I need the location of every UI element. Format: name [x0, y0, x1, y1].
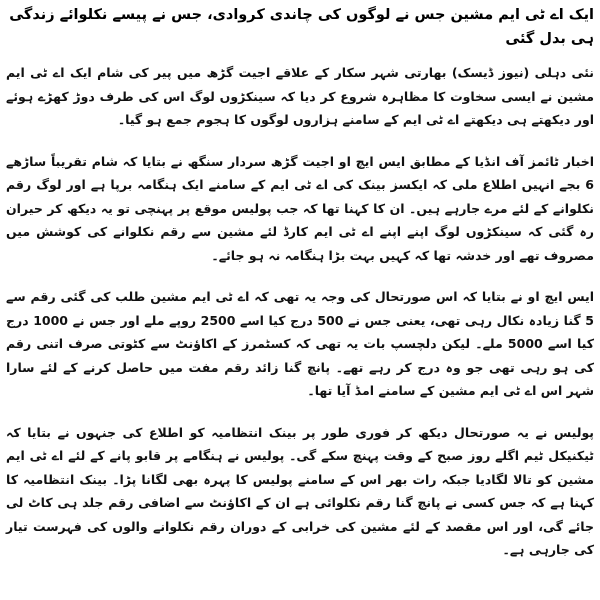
- article-paragraph-3: ایس ایچ او نے بتایا کہ اس صورتحال کی وجہ یہ تھی کہ اے ٹی ایم مشین طلب کی گئی رقم سے 5 گنا زیادہ نکال رہی تھی، یعنی جس نے 500 درج کیا اسے 2500 روپے ملے اور جس نے 1000 درج کیا اسے 5000 ملے۔ لیکن دلچسپ بات یہ تھی کہ کسٹمرز کے اکاؤنٹ سے کٹوتی صرف اتنی رقم کی ہو رہی تھی جو وہ درج کر رہے تھے۔ پانچ گنا زائد رقم مفت میں حاصل کرنے کے لئے سارا شہر اس اے ٹی ایم مشین کے سامنے امڈ آیا تھا۔: [6, 289, 595, 398]
- article-paragraph-1: نئی دہلی (نیوز ڈیسک) بھارتی شہر سکار کے علاقے اجیت گڑھ میں پیر کی شام ایک اے ٹی ایم مشین نے ایسی سخاوت کا مظاہرہ شروع کر دیا کہ سینکڑوں لوگ اس کی طرف دوڑ کھڑے ہوئے اور دیکھتے ہی دیکھتے اے ٹی ایم کے سامنے ہزاروں لوگوں کا ہجوم جمع ہو گیا۔: [6, 65, 594, 127]
- article-paragraph-4: پولیس نے یہ صورتحال دیکھ کر فوری طور پر بینک انتظامیہ کو اطلاع کی جنہوں نے بتایا کہ ٹیکنیکل ٹیم اگلے روز صبح کے وقت پہنچ سکے گی۔ پولیس نے ہنگامے پر قابو پانے کے لئے اے ٹی ایم مشین کو تالا لگادیا جبکہ رات بھر اس کے سامنے پولیس کا پہرہ بھی لگانا پڑا۔ بینک انتظامیہ کا کہنا ہے کہ جس کسی نے پانچ گنا رقم نکلوائی ہے ان کے اکاؤنٹ سے اضافی رقم جلد ہی کاٹ لی جائے گی، اور اس مقصد کے لئے مشین کی خرابی کے دوران رقم نکلوانے والوں کی فہرست تیار کی جارہی ہے۔: [6, 424, 594, 557]
- article-paragraph-2: اخبار ٹائمز آف انڈیا کے مطابق ایس ایچ او اجیت گڑھ سردار سنگھ نے بتایا کہ شام تقریباً ساڑھے 6 بجے انہیں اطلاع ملی کہ ایکسز بینک کی اے ٹی ایم کے سامنے ایک ہنگامہ برپا ہے اور لوگ رقم نکلوانے کے لئے مرے جارہے ہیں۔ ان کا کہنا تھا کہ جب پولیس موقع پر پہنچی تو یہ دیکھ کر حیران رہ گئی کہ سینکڑوں لوگ اپنے اپنے اے ٹی ایم کارڈ لئے مشین سے رقم نکلوانے کی کوشش میں مصروف تھے اور خدشہ تھا کہ کہیں بہت بڑا ہنگامہ نہ ہو جائے۔: [6, 153, 594, 263]
- article-headline: ایک اے ٹی ایم مشین جس نے لوگوں کی چاندی کروادی، جس نے پیسے نکلوائے زندگی ہی بدل گئی: [9, 7, 594, 47]
